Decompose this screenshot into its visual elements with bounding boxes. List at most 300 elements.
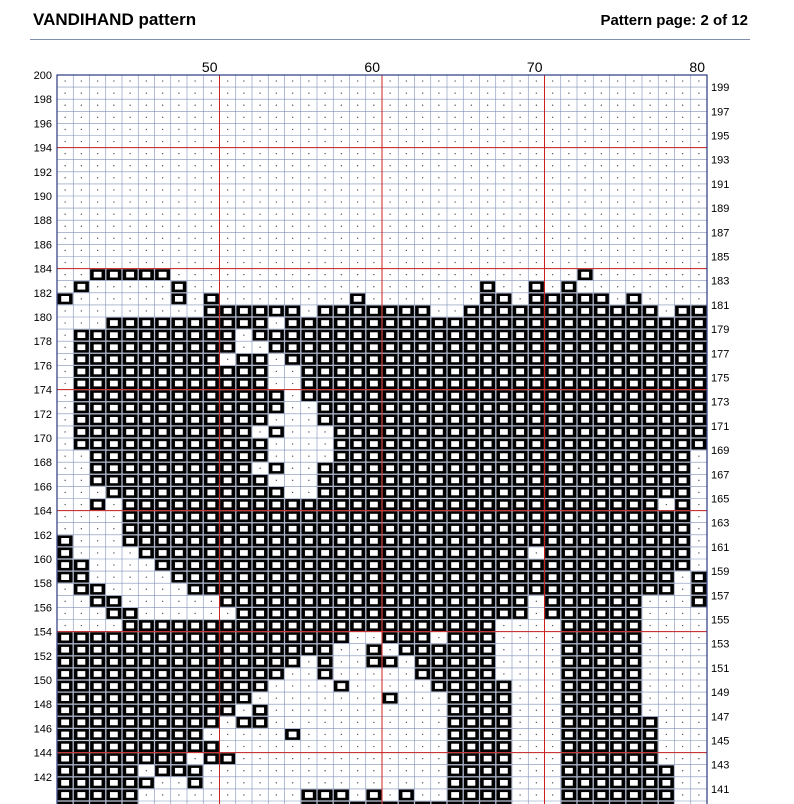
empty-cell (341, 274, 342, 275)
empty-cell (422, 782, 423, 783)
stitch-center (549, 453, 557, 459)
stitch-center (126, 344, 134, 350)
stitch-center (272, 490, 280, 496)
empty-cell (682, 734, 683, 735)
empty-cell (422, 238, 423, 239)
stitch-center (484, 514, 492, 520)
empty-cell (341, 80, 342, 81)
stitch-center (679, 478, 687, 484)
empty-cell (536, 274, 537, 275)
empty-cell (341, 770, 342, 771)
empty-cell (81, 226, 82, 227)
empty-cell (536, 213, 537, 214)
empty-cell (519, 782, 520, 783)
stitch-center (630, 586, 638, 592)
empty-cell (519, 770, 520, 771)
stitch-center (61, 538, 69, 544)
stitch-center (662, 381, 670, 387)
stitch-center (110, 647, 118, 653)
empty-cell (324, 213, 325, 214)
empty-cell (324, 455, 325, 456)
empty-cell (389, 794, 390, 795)
stitch-center (646, 562, 654, 568)
stitch-center (679, 393, 687, 399)
stitch-center (337, 490, 345, 496)
empty-cell (341, 92, 342, 93)
stitch-center (386, 417, 394, 423)
empty-cell (243, 105, 244, 106)
empty-cell (211, 782, 212, 783)
empty-cell (633, 177, 634, 178)
stitch-center (402, 538, 410, 544)
stitch-center (354, 405, 362, 411)
stitch-center (549, 429, 557, 435)
empty-cell (178, 117, 179, 118)
empty-cell (129, 226, 130, 227)
row-label-left: 168 (33, 457, 52, 470)
empty-cell (666, 710, 667, 711)
stitch-center (614, 707, 622, 713)
empty-cell (471, 105, 472, 106)
stitch-center (337, 453, 345, 459)
empty-cell (373, 141, 374, 142)
stitch-center (614, 441, 622, 447)
empty-cell (97, 129, 98, 130)
stitch-center (549, 441, 557, 447)
stitch-center (256, 623, 264, 629)
stitch-center (581, 756, 589, 762)
empty-cell (617, 117, 618, 118)
empty-cell (194, 250, 195, 251)
stitch-center (224, 344, 232, 350)
empty-cell (682, 298, 683, 299)
stitch-center (224, 405, 232, 411)
stitch-center (646, 417, 654, 423)
stitch-center (94, 465, 102, 471)
stitch-center (419, 635, 427, 641)
empty-cell (471, 238, 472, 239)
stitch-center (467, 344, 475, 350)
stitch-center (110, 671, 118, 677)
empty-cell (113, 564, 114, 565)
empty-cell (682, 782, 683, 783)
row-label-right: 177 (711, 348, 730, 361)
stitch-center (597, 320, 605, 326)
empty-cell (519, 697, 520, 698)
empty-cell (519, 226, 520, 227)
stitch-center (435, 393, 443, 399)
empty-cell (308, 697, 309, 698)
empty-cell (64, 613, 65, 614)
empty-cell (146, 105, 147, 106)
empty-cell (649, 201, 650, 202)
stitch-center (305, 381, 313, 387)
empty-cell (292, 262, 293, 263)
stitch-center (679, 526, 687, 532)
stitch-center (630, 344, 638, 350)
empty-cell (601, 213, 602, 214)
empty-cell (81, 262, 82, 263)
stitch-center (516, 441, 524, 447)
stitch-center (126, 490, 134, 496)
stitch-center (159, 429, 167, 435)
stitch-center (467, 465, 475, 471)
stitch-center (516, 478, 524, 484)
empty-cell (81, 504, 82, 505)
stitch-center (191, 320, 199, 326)
stitch-center (370, 417, 378, 423)
empty-cell (292, 201, 293, 202)
empty-cell (64, 201, 65, 202)
stitch-center (126, 478, 134, 484)
empty-cell (357, 746, 358, 747)
empty-cell (487, 117, 488, 118)
stitch-center (484, 574, 492, 580)
stitch-center (581, 574, 589, 580)
stitch-center (565, 792, 573, 798)
empty-cell (536, 80, 537, 81)
empty-cell (227, 177, 228, 178)
stitch-center (597, 623, 605, 629)
stitch-center (630, 405, 638, 411)
stitch-center (532, 574, 540, 580)
empty-cell (129, 189, 130, 190)
stitch-center (597, 780, 605, 786)
empty-cell (698, 770, 699, 771)
empty-cell (649, 129, 650, 130)
stitch-center (402, 320, 410, 326)
empty-cell (227, 153, 228, 154)
empty-cell (341, 661, 342, 662)
row-label-right: 153 (711, 638, 730, 651)
row-label-right: 199 (711, 82, 730, 95)
stitch-center (110, 417, 118, 423)
empty-cell (243, 80, 244, 81)
empty-cell (227, 782, 228, 783)
stitch-center (646, 405, 654, 411)
stitch-center (321, 538, 329, 544)
empty-cell (178, 213, 179, 214)
stitch-center (94, 744, 102, 750)
empty-cell (422, 758, 423, 759)
stitch-center (159, 538, 167, 544)
stitch-center (94, 599, 102, 605)
stitch-center (565, 756, 573, 762)
stitch-center (500, 611, 508, 617)
empty-cell (438, 770, 439, 771)
stitch-center (500, 574, 508, 580)
stitch-center (289, 502, 297, 508)
stitch-center (532, 344, 540, 350)
stitch-center (630, 502, 638, 508)
stitch-center (679, 490, 687, 496)
empty-cell (373, 298, 374, 299)
empty-cell (698, 201, 699, 202)
empty-cell (373, 250, 374, 251)
stitch-center (240, 623, 248, 629)
stitch-center (565, 671, 573, 677)
empty-cell (308, 177, 309, 178)
stitch-center (565, 478, 573, 484)
stitch-center (435, 490, 443, 496)
stitch-center (94, 478, 102, 484)
empty-cell (357, 722, 358, 723)
stitch-center (646, 780, 654, 786)
stitch-center (500, 478, 508, 484)
empty-cell (633, 250, 634, 251)
empty-cell (324, 141, 325, 142)
empty-cell (259, 274, 260, 275)
empty-cell (308, 250, 309, 251)
stitch-center (207, 562, 215, 568)
stitch-center (224, 538, 232, 544)
stitch-center (126, 526, 134, 532)
stitch-center (484, 381, 492, 387)
empty-cell (698, 165, 699, 166)
stitch-center (386, 308, 394, 314)
empty-cell (341, 238, 342, 239)
stitch-center (191, 381, 199, 387)
row-label-left: 150 (33, 675, 52, 687)
empty-cell (178, 250, 179, 251)
stitch-center (386, 623, 394, 629)
stitch-center (175, 393, 183, 399)
stitch-center (581, 707, 589, 713)
empty-cell (422, 685, 423, 686)
empty-cell (324, 443, 325, 444)
stitch-center (321, 514, 329, 520)
empty-cell (243, 262, 244, 263)
empty-cell (666, 92, 667, 93)
stitch-center (272, 393, 280, 399)
stitch-center (435, 417, 443, 423)
column-label: 80 (689, 59, 705, 75)
empty-cell (389, 262, 390, 263)
stitch-center (549, 308, 557, 314)
empty-cell (649, 250, 650, 251)
empty-cell (162, 310, 163, 311)
stitch-center (630, 744, 638, 750)
stitch-center (581, 296, 589, 302)
stitch-center (207, 756, 215, 762)
empty-cell (324, 722, 325, 723)
empty-cell (536, 722, 537, 723)
stitch-center (386, 586, 394, 592)
stitch-center (451, 538, 459, 544)
stitch-center (94, 332, 102, 338)
empty-cell (519, 685, 520, 686)
stitch-center (614, 357, 622, 363)
empty-cell (211, 601, 212, 602)
stitch-center (175, 441, 183, 447)
empty-cell (97, 298, 98, 299)
empty-cell (438, 782, 439, 783)
empty-cell (552, 685, 553, 686)
stitch-center (256, 502, 264, 508)
empty-cell (503, 129, 504, 130)
empty-cell (276, 177, 277, 178)
stitch-center (662, 357, 670, 363)
stitch-center (272, 344, 280, 350)
stitch-center (175, 465, 183, 471)
stitch-center (435, 550, 443, 556)
empty-cell (308, 480, 309, 481)
empty-cell (211, 238, 212, 239)
stitch-center (305, 792, 313, 798)
empty-cell (227, 201, 228, 202)
empty-cell (698, 105, 699, 106)
empty-cell (601, 80, 602, 81)
empty-cell (227, 189, 228, 190)
stitch-center (565, 599, 573, 605)
stitch-center (435, 332, 443, 338)
stitch-center (662, 550, 670, 556)
stitch-center (256, 720, 264, 726)
stitch-center (110, 707, 118, 713)
stitch-center (142, 756, 150, 762)
stitch-center (207, 417, 215, 423)
stitch-center (451, 453, 459, 459)
empty-cell (438, 129, 439, 130)
empty-cell (666, 250, 667, 251)
empty-cell (64, 250, 65, 251)
empty-cell (406, 286, 407, 287)
stitch-center (175, 695, 183, 701)
stitch-center (581, 429, 589, 435)
empty-cell (276, 141, 277, 142)
row-label-left: 144 (33, 747, 52, 760)
empty-cell (698, 782, 699, 783)
empty-cell (682, 286, 683, 287)
empty-cell (129, 165, 130, 166)
empty-cell (308, 310, 309, 311)
stitch-center (175, 659, 183, 665)
empty-cell (162, 177, 163, 178)
stitch-center (370, 381, 378, 387)
stitch-center (94, 453, 102, 459)
empty-cell (113, 540, 114, 541)
empty-cell (536, 165, 537, 166)
stitch-center (224, 659, 232, 665)
stitch-center (565, 635, 573, 641)
empty-cell (341, 250, 342, 251)
stitch-center (354, 538, 362, 544)
row-label-left: 148 (33, 699, 52, 712)
empty-cell (422, 770, 423, 771)
empty-cell (649, 153, 650, 154)
stitch-center (159, 707, 167, 713)
empty-cell (487, 274, 488, 275)
stitch-center (581, 381, 589, 387)
empty-cell (698, 758, 699, 759)
empty-cell (519, 80, 520, 81)
stitch-center (581, 393, 589, 399)
stitch-center (581, 369, 589, 375)
stitch-center (484, 695, 492, 701)
empty-cell (341, 165, 342, 166)
stitch-center (419, 550, 427, 556)
empty-cell (471, 262, 472, 263)
stitch-center (597, 478, 605, 484)
stitch-center (500, 744, 508, 750)
stitch-center (305, 526, 313, 532)
empty-cell (454, 141, 455, 142)
empty-cell (389, 92, 390, 93)
stitch-center (549, 611, 557, 617)
empty-cell (666, 213, 667, 214)
empty-cell (178, 177, 179, 178)
empty-cell (308, 298, 309, 299)
row-label-left: 184 (33, 263, 52, 276)
stitch-center (240, 562, 248, 568)
stitch-center (386, 478, 394, 484)
empty-cell (649, 685, 650, 686)
stitch-center (142, 514, 150, 520)
row-label-left: 194 (33, 142, 52, 155)
empty-cell (454, 129, 455, 130)
empty-cell (243, 129, 244, 130)
empty-cell (503, 213, 504, 214)
empty-cell (503, 262, 504, 263)
empty-cell (601, 226, 602, 227)
stitch-center (272, 599, 280, 605)
stitch-center (354, 308, 362, 314)
empty-cell (146, 794, 147, 795)
stitch-center (94, 586, 102, 592)
empty-cell (666, 310, 667, 311)
stitch-center (581, 357, 589, 363)
empty-cell (292, 431, 293, 432)
empty-cell (97, 153, 98, 154)
empty-cell (438, 697, 439, 698)
empty-cell (113, 528, 114, 529)
stitch-center (597, 707, 605, 713)
stitch-center (321, 671, 329, 677)
empty-cell (698, 734, 699, 735)
stitch-center (532, 284, 540, 290)
empty-cell (633, 117, 634, 118)
stitch-center (646, 344, 654, 350)
empty-cell (64, 274, 65, 275)
row-label-right: 195 (711, 130, 730, 143)
stitch-center (435, 344, 443, 350)
stitch-center (191, 550, 199, 556)
stitch-center (581, 780, 589, 786)
empty-cell (373, 637, 374, 638)
empty-cell (389, 286, 390, 287)
empty-cell (633, 286, 634, 287)
empty-cell (292, 371, 293, 372)
stitch-center (61, 720, 69, 726)
empty-cell (389, 722, 390, 723)
empty-cell (64, 371, 65, 372)
empty-cell (97, 286, 98, 287)
empty-cell (146, 141, 147, 142)
stitch-center (370, 659, 378, 665)
empty-cell (682, 685, 683, 686)
stitch-center (500, 344, 508, 350)
empty-cell (243, 201, 244, 202)
stitch-center (370, 332, 378, 338)
empty-cell (422, 129, 423, 130)
stitch-center (126, 744, 134, 750)
stitch-center (126, 695, 134, 701)
empty-cell (146, 298, 147, 299)
stitch-center (61, 635, 69, 641)
empty-cell (292, 298, 293, 299)
stitch-center (142, 623, 150, 629)
empty-cell (276, 153, 277, 154)
